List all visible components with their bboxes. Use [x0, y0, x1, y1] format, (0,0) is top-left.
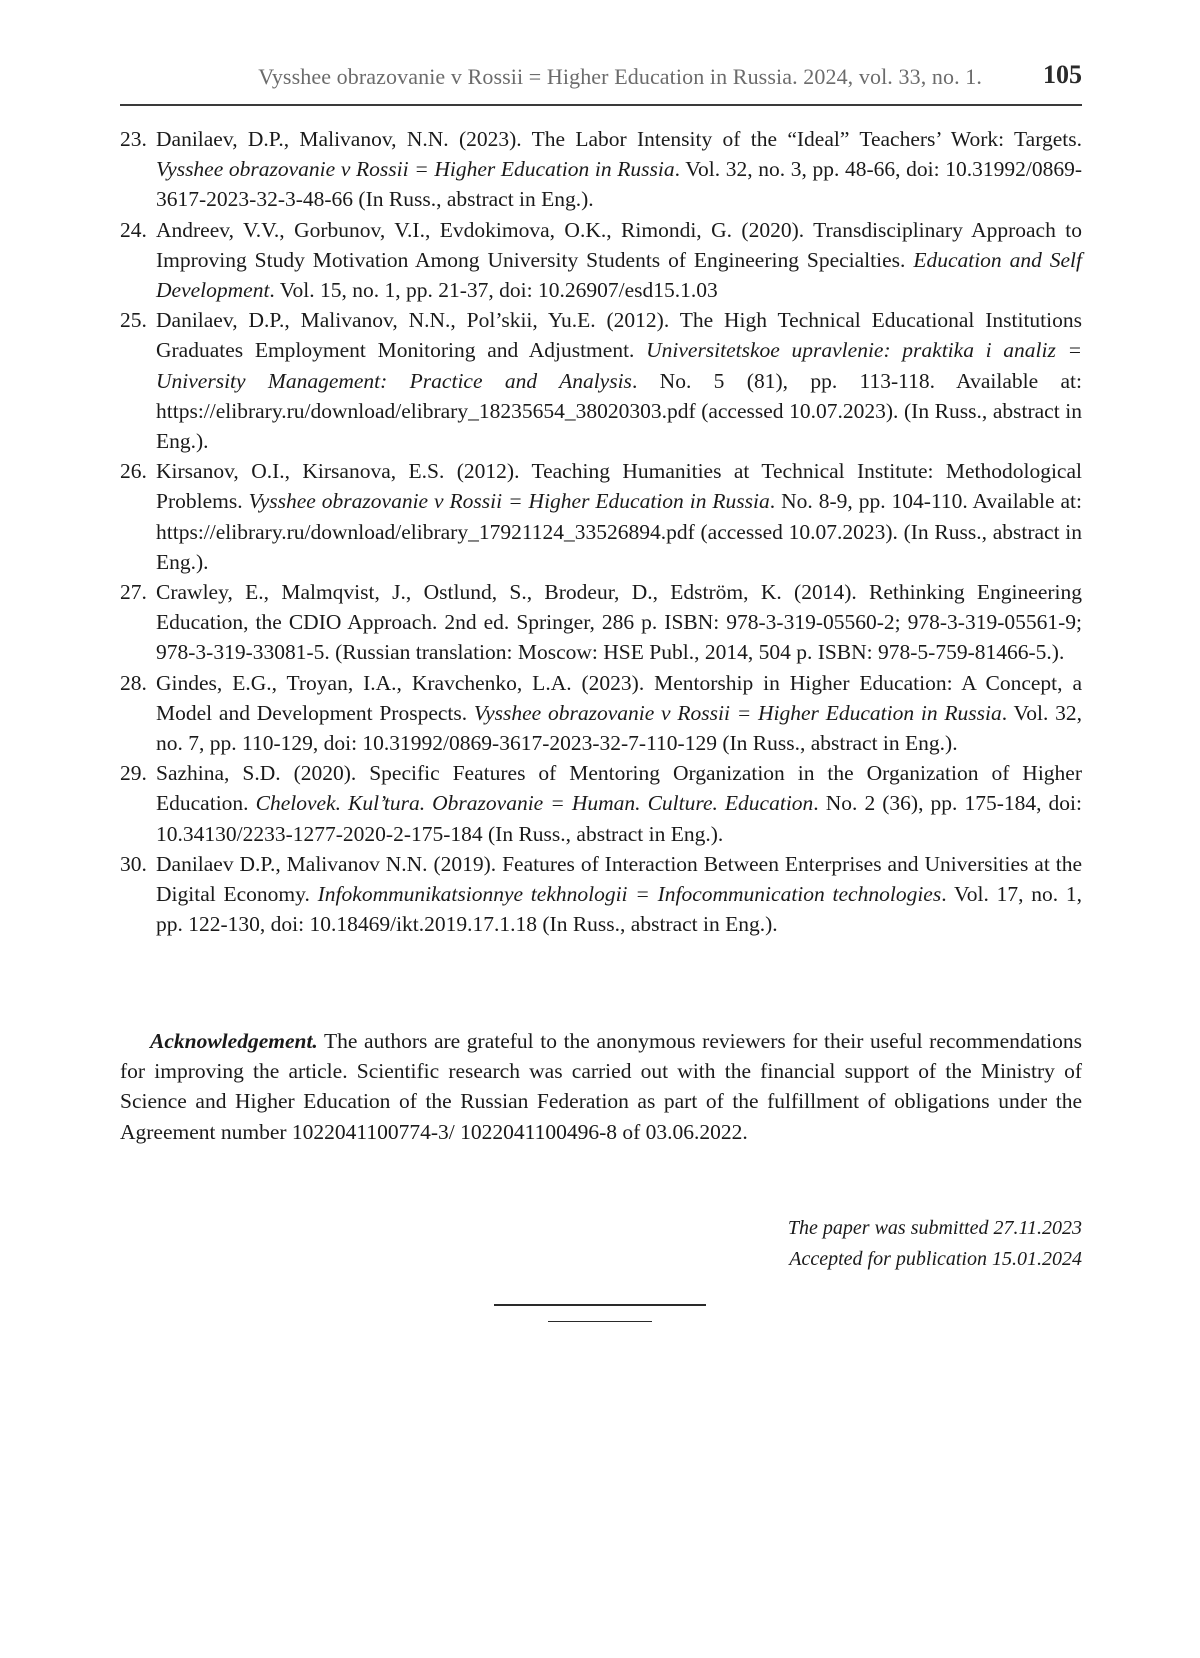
- reference-number: 27.: [120, 580, 147, 605]
- reference-item: [120, 215, 1082, 306]
- reference-text: Andreev, V.V., Gorbunov, V.I., Evdokimova, O.K., Rimondi, G. (2020). Transdisciplinary Approach to Improving Study Motivation Among University Students of Engineering Specialties.: [156, 217, 1082, 272]
- reference-item: [120, 577, 1082, 668]
- end-rule-long: [494, 1304, 706, 1306]
- reference-source: Infokommunikatsionnye tekhnologii = Infocommunication technologies: [317, 882, 942, 907]
- reference-item: [120, 456, 1082, 577]
- reference-text: Danilaev, D.P., Malivanov, N.N., Pol’skii, Yu.E. (2012). The High Technical Educational Institutions Graduates Employment Monitoring and Adjustment.: [156, 308, 1082, 363]
- submission-dates: [788, 1213, 1082, 1275]
- reference-details: . No. 2 (36), pp. 175-184, doi: 10.34130/2233-1277-2020-2-175-184 (In Russ., abstract in Eng.).: [156, 791, 1082, 846]
- reference-text: Crawley, E., Malmqvist, J., Ostlund, S., Brodeur, D., Edström, K. (2014). Rethinking Engineering Education, the CDIO Approach. 2nd ed. Springer, 286 p. ISBN: 978-3-319-05560-2; 978-3-319-05561-9; 978-3-319-33081-5. (Russian translation: Moscow: HSE Publ., 2014, 504 p. ISBN: 978-5-759-81466-5.).: [156, 580, 1082, 665]
- accepted-date: Accepted for publication 15.01.2024: [789, 1248, 1082, 1270]
- reference-source: Vysshee obrazovanie v Rossii = Higher Education in Russia: [156, 157, 675, 182]
- reference-text: Gindes, E.G., Troyan, I.A., Kravchenko, L.A. (2023). Mentorship in Higher Education: A Concept, a Model and Development Prospects.: [156, 670, 1082, 725]
- reference-item: [120, 758, 1082, 849]
- reference-text: Sazhina, S.D. (2020). Specific Features of Mentoring Organization in the Organization of Higher Education.: [156, 761, 1082, 816]
- submitted-date: The paper was submitted 27.11.2023: [787, 1217, 1082, 1239]
- reference-number: 30.: [120, 851, 147, 876]
- reference-source: Chelovek. Kul’tura. Obrazovanie = Human. Culture. Education: [255, 791, 814, 816]
- reference-item: [120, 668, 1082, 759]
- reference-number: 23.: [120, 127, 147, 151]
- reference-source: Vysshee obrazovanie v Rossii = Higher Education in Russia: [473, 700, 1002, 725]
- reference-text: Danilaev, D.P., Malivanov, N.N. (2023). The Labor Intensity of the “Ideal” Teachers’ Work: Targets.: [156, 127, 1082, 151]
- reference-number: 25.: [120, 308, 147, 333]
- reference-item: [120, 849, 1082, 940]
- reference-details: . No. 8-9, pp. 104-110. Available at: https://elibrary.ru/download/elibrary_17921124_33526894.pdf (accessed 10.07.2023). (In Russ., abstract in Eng.).: [156, 489, 1082, 574]
- reference-number: 29.: [120, 761, 147, 786]
- reference-details: . Vol. 15, no. 1, pp. 21-37, doi: 10.26907/esd15.1.03: [269, 278, 718, 303]
- running-header: [120, 62, 1082, 102]
- journal-citation-line: Vysshee obrazovanie v Rossii = Higher Education in Russia. 2024, vol. 33, no. 1.: [258, 64, 982, 89]
- reference-details: . Vol. 17, no. 1, pp. 122-130, doi: 10.18469/ikt.2019.17.1.18 (In Russ., abstract in Eng.).: [156, 882, 1083, 937]
- reference-details: . Vol. 32, no. 3, pp. 48-66, doi: 10.31992/0869-3617-2023-32-3-48-66 (In Russ., abstract in Eng.).: [156, 157, 1082, 212]
- reference-number: 24.: [120, 217, 147, 242]
- reference-number: 28.: [120, 670, 147, 695]
- acknowledgement-paragraph: [120, 1026, 1082, 1147]
- reference-details: . Vol. 32, no. 7, pp. 110-129, doi: 10.31992/0869-3617-2023-32-7-110-129 (In Russ., abstract in Eng.).: [156, 700, 1082, 756]
- reference-source: Education and Self Development: [156, 247, 1082, 303]
- reference-source: Universitetskoe upravlenie: praktika i analiz = University Management: Practice and Analysis: [156, 338, 1083, 393]
- page-number: 105: [1043, 60, 1082, 89]
- reference-item: [120, 305, 1082, 456]
- reference-text: Danilaev D.P., Malivanov N.N. (2019). Features of Interaction Between Enterprises and Universities at the Digital Economy.: [156, 851, 1082, 907]
- reference-number: 26.: [120, 459, 147, 484]
- acknowledgement-text: The authors are grateful to the anonymous reviewers for their useful recommendations for improving the article. Scientific research was carried out with the financial support of the Ministry of Science and Higher Education of the Russian Federation as part of the fulfillment of obligations under the Agreement number 1022041100774-3/ 1022041100496-8 of 03.06.2022.: [120, 1029, 1082, 1144]
- reference-details: . No. 5 (81), pp. 113-118. Available at: https://elibrary.ru/download/elibrary_18235654_38020303.pdf (accessed 10.07.2023). (In Russ., abstract in Eng.).: [156, 368, 1082, 454]
- reference-item: [120, 124, 1082, 215]
- acknowledgement-label: Acknowledgement.: [150, 1029, 318, 1053]
- reference-list: [120, 124, 1082, 939]
- reference-source: Vysshee obrazovanie v Rossii = Higher Education in Russia: [248, 489, 770, 514]
- reference-text: Kirsanov, O.I., Kirsanova, E.S. (2012). Teaching Humanities at Technical Institute: Methodological Problems.: [156, 459, 1082, 514]
- header-rule: [120, 104, 1082, 106]
- end-rule-short: [548, 1321, 652, 1322]
